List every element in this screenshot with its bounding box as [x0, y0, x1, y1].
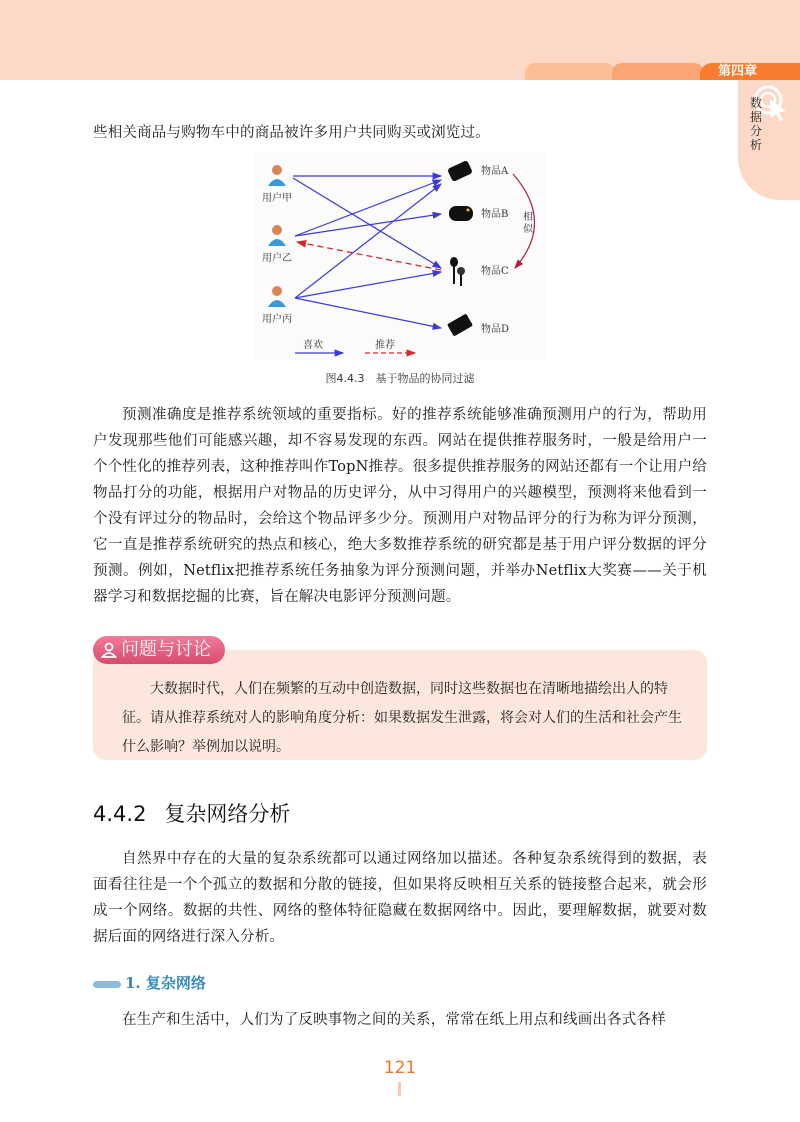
legend-like: 喜欢 — [303, 340, 323, 351]
person-icon — [101, 642, 117, 658]
section-title: 复杂网络分析 — [164, 802, 291, 826]
section-heading — [93, 798, 290, 828]
intro-line: 些相关商品与购物车中的商品被许多用户共同购买或浏览过。 — [93, 125, 490, 141]
item-label-b: 物品B — [481, 209, 509, 220]
like-edges — [293, 176, 441, 328]
discussion-badge-label: 问题与讨论 — [121, 639, 211, 660]
phone-icon — [447, 313, 473, 336]
legend-recommend: 推荐 — [375, 340, 395, 351]
earphone-icon — [450, 257, 465, 286]
figure-caption: 图4.4.3 基于物品的协同过滤 — [325, 372, 475, 385]
user-label-bing: 用户丙 — [262, 314, 292, 325]
user-label-yi: 用户乙 — [262, 253, 292, 264]
side-tab-label: 数据分析 — [750, 96, 763, 152]
user-icon — [268, 165, 286, 307]
paragraph-prediction: 预测准确度是推荐系统领域的重要指标。好的推荐系统能够准确预测用户的行为，帮助用户发现那些他们可能感兴趣，却不容易发现的东西。网站在提供推荐服务时，一般是给用户一个个性化的推荐列表，这种推荐叫作TopN推荐。很多提供推荐服务的网站还都有一个让用户给物品打分的功能，根据用户对物品的历史评分，从中习得用户的兴趣模型，预测将来他看到一个没有评过分的物品时，会给这个物品评多少分。预测用户对物品评分的行为称为评分预测，它一直是推荐系统研究的热点和核心，绝大多数推荐系统的研究都是基于用户评分数据的评分预测。例如，Netflix把推荐系统任务抽象为评分预测问题，并举办Netflix大奖赛——关于机器学习和数据挖掘的比赛，旨在解决电影评分预测问题。 — [93, 407, 707, 605]
section-number: 4.4.2 — [93, 802, 147, 826]
collab-filter-diagram — [255, 152, 545, 360]
item-label-d: 物品D — [481, 324, 510, 335]
paragraph-subsection: 在生产和生活中，人们为了反映事物之间的关系，常常在纸上用点和线画出各式各样 — [122, 1012, 666, 1028]
heading-bar-decoration — [93, 981, 121, 988]
discussion-text: 大数据时代，人们在频繁的互动中创造数据，同时这些数据也在清晰地描绘出人的特征。请从推荐系统对人的影响角度分析：如果数据发生泄露，将会对人们的生活和社会产生什么影响？举例加以说明。 — [122, 681, 682, 755]
chapter-tab-active: 第四章 — [700, 63, 800, 80]
page-number-tick — [398, 1082, 401, 1096]
discussion-badge — [93, 636, 225, 664]
subsection-title: 1. 复杂网络 — [125, 974, 206, 992]
chapter-tab-2 — [612, 63, 704, 80]
paragraph-network: 自然界中存在的大量的复杂系统都可以通过网络加以描述。各种复杂系统得到的数据，表面看往往是一个个孤立的数据和分散的链接，但如果将反映相互关系的链接整合起来，就会形成一个网络。数据的共性、网络的整体特征隐藏在数据网络中。因此，要理解数据，就要对数据后面的网络进行深入分析。 — [93, 851, 707, 945]
item-label-c: 物品C — [481, 266, 509, 277]
similar-label: 相 — [523, 212, 533, 223]
figure-item-cf — [255, 152, 545, 360]
chapter-tab-1 — [525, 63, 615, 80]
gamepad-icon — [449, 206, 473, 221]
phone-icon — [447, 160, 473, 182]
similar-label-2: 似 — [523, 224, 533, 235]
recommend-edge — [297, 242, 441, 270]
subsection-heading — [93, 972, 206, 993]
page-number: 121 — [383, 1058, 417, 1078]
user-label-jia: 用户甲 — [262, 193, 292, 204]
item-label-a: 物品A — [481, 166, 509, 177]
